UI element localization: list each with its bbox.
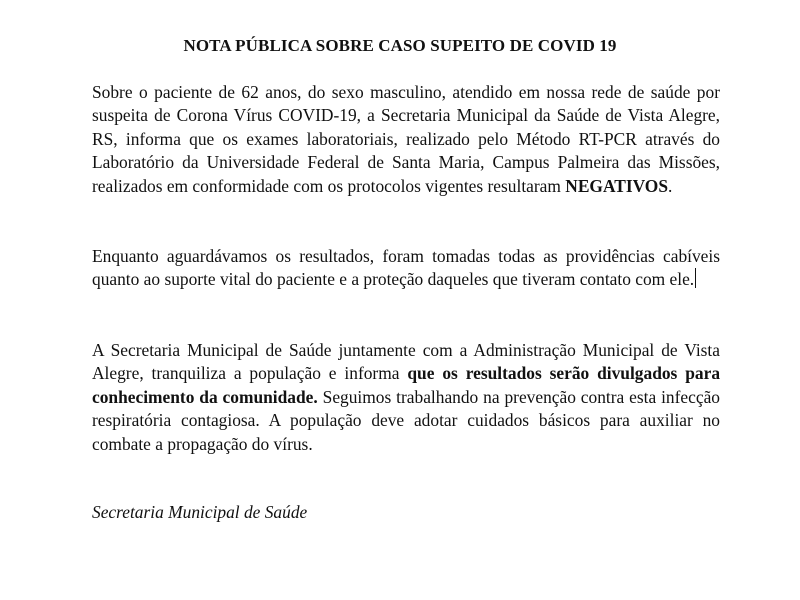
text-cursor xyxy=(695,268,696,288)
paragraph-test-result-end: . xyxy=(668,175,673,196)
paragraph-measures-text: Enquanto aguardávamos os resultados, foram tomadas todas as providências cabíveis quanto ao suporte vital do paciente e a proteção daqueles que tiveram contato com ele. xyxy=(92,246,720,290)
paragraph-announcement-text-after: Seguimos trabalhando na prevenção contra esta infecção respiratória contagiosa. A população deve adotar cuidados básicos para auxiliar no combate a propagação do vírus. xyxy=(92,386,720,454)
signature: Secretaria Municipal de Saúde xyxy=(92,502,308,522)
paragraph-measures xyxy=(92,245,720,292)
paragraph-announcement xyxy=(92,339,720,456)
negative-result-text: NEGATIVOS xyxy=(565,175,668,196)
paragraph-test-result xyxy=(92,81,720,198)
paragraph-test-result-text: Sobre o paciente de 62 anos, do sexo masculino, atendido em nossa rede de saúde por suspeita de Corona Vírus COVID-19, a Secretaria Municipal da Saúde de Vista Alegre, RS, informa que os exames laboratoriais, realizado pelo Método RT-PCR através do Laboratório da Universidade Federal de Santa Maria, Campus Palmeira das Missões, realizados em conformidade com os protocolos vigentes resultaram xyxy=(92,82,720,196)
document-title: NOTA PÚBLICA SOBRE CASO SUPEITO DE COVID 19 xyxy=(183,36,617,55)
paragraph-announcement-bold: que os resultados serão divulgados para conhecimento da comunidade. xyxy=(92,363,721,407)
paragraph-announcement-text: A Secretaria Municipal de Saúde juntamente com a Administração Municipal de Vista Alegre, tranquiliza a população e informa xyxy=(92,340,720,384)
